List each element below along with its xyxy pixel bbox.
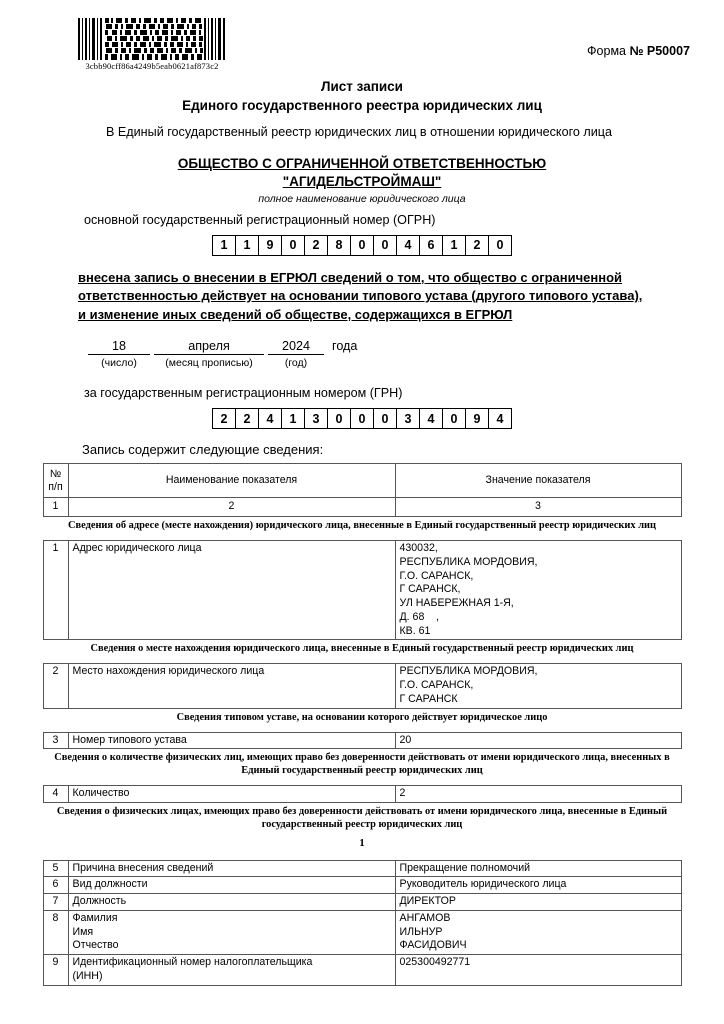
digit-cell-11: 1 [442,235,466,256]
row-value [395,894,681,911]
digit-cell-13: 4 [488,408,512,429]
row-value [395,910,681,954]
header-number-line-1: № [49,468,62,481]
digit-cell-8: 0 [373,408,397,429]
record-statement-text: внесена запись о внесении в ЕГРЮЛ сведений о том, что общество с ограниченной ответственностью действует на основании типового устава (другого типового устава), и изменение иных сведений об обществе, содержащихся в ЕГРЮЛ [78,269,643,322]
digit-cell-9: 3 [396,408,420,429]
section-table-5 [43,860,682,986]
digit-cell-1: 1 [212,235,236,256]
grn-digit-boxes [0,408,724,429]
table-row [43,860,681,877]
row-value-line: ИЛЬНУР [399,925,443,938]
row-value-line: Г САРАНСК, [399,583,461,596]
row-value [395,860,681,877]
date-day-caption: (число) [101,357,137,370]
row-name-line: Вид должности [72,878,148,891]
row-index: 3 [43,732,68,749]
row-index: 9 [43,955,68,986]
section-table-2 [43,663,682,708]
section-band-4: Сведения о количестве физических лиц, имеющих право без доверенности действовать от имени юридического лица, внесенных в Единый государственный реестр юридических лиц [54,752,670,777]
column-number-1: 1 [43,498,68,517]
digit-cell-7: 0 [350,235,374,256]
row-value-line: УЛ НАБЕРЕЖНАЯ 1-Я, [399,597,514,610]
row-index: 6 [43,877,68,894]
row-name [68,860,395,877]
digit-cell-4: 1 [281,408,305,429]
row-name [68,732,395,749]
table-row [43,894,681,911]
row-value-line: 025300492771 [399,956,471,969]
digit-cell-8: 0 [373,235,397,256]
record-date [0,338,724,380]
document-title-line-1: Лист записи [321,79,403,94]
row-value [395,955,681,986]
column-number-2: 2 [68,498,395,517]
row-name [68,541,395,640]
table-sections [0,517,724,986]
row-value-line: РЕСПУБЛИКА МОРДОВИЯ, [399,665,538,678]
document-title-line-2: Единого государственного реестра юридических лиц [182,97,542,113]
date-day-value: 18 [88,338,150,355]
digit-cell-5: 2 [304,235,328,256]
date-month-caption: (месяц прописью) [165,357,253,370]
digit-cell-2: 1 [235,235,259,256]
section-band-5: Сведения о физических лицах, имеющих право без доверенности действовать от имени юридического лица, внесенные в Единый государственный реестр юридических лиц [56,806,668,831]
row-name-line: Адрес юридического лица [72,542,202,555]
row-value-line: 2 [399,787,406,800]
table-row [43,664,681,708]
header-cell-number [43,464,68,498]
table-row [43,877,681,894]
barcode-image [76,18,228,60]
row-name-line: Должность [72,895,127,908]
table-row [43,541,681,640]
row-name [68,786,395,803]
digit-cell-2: 2 [235,408,259,429]
row-value [395,877,681,894]
date-month-field [154,338,264,370]
table-header-row [43,464,681,498]
ogrn-digit-boxes [0,235,724,256]
row-name-line: Фамилия [72,911,118,924]
barcode-block [76,18,228,71]
digit-cell-3: 4 [258,408,282,429]
digit-cell-1: 2 [212,408,236,429]
row-value-line: Г.О. САРАНСК, [399,679,474,692]
section-table-4 [43,785,682,803]
digit-cell-10: 4 [419,408,443,429]
row-value-line: ФАСИДОВИЧ [399,939,467,952]
table-header [43,463,682,517]
digit-cell-6: 8 [327,235,351,256]
row-name-line: (ИНН) [72,969,103,982]
section-table-1 [43,540,682,640]
row-value-line: КВ. 61 [399,624,431,637]
document-header [0,0,724,72]
form-number-value: Р50007 [646,44,690,58]
table-column-numbers-row [43,498,681,517]
organization-name-caption: полное наименование юридического лица [258,192,466,205]
organization-name-line-1: ОБЩЕСТВО С ОГРАНИЧЕННОЙ ОТВЕТСТВЕННОСТЬЮ [177,155,547,171]
record-contents-intro: Запись содержит следующие сведения: [82,442,324,458]
digit-cell-3: 9 [258,235,282,256]
digit-cell-5: 3 [304,408,328,429]
date-day-field [88,338,150,370]
row-name-line: Место нахождения юридического лица [72,665,265,678]
row-name [68,877,395,894]
row-index: 2 [43,664,68,708]
table-row [43,732,681,749]
row-value-line: ДИРЕКТОР [399,895,456,908]
digit-cell-13: 0 [488,235,512,256]
row-value-line: Руководитель юридического лица [399,878,567,891]
grn-label: за государственным регистрационным номером (ГРН) [84,386,403,401]
column-number-3: 3 [395,498,681,517]
row-name [68,894,395,911]
organization-name-line-2: "АГИДЕЛЬСТРОЙМАШ" [282,173,442,189]
date-year-value: 2024 [268,338,324,355]
row-value-line: Г САРАНСК [399,692,458,705]
digit-cell-11: 0 [442,408,466,429]
row-name [68,910,395,954]
header-cell-name: Наименование показателя [68,464,395,498]
row-value-line: Г.О. САРАНСК, [399,569,474,582]
table-row [43,910,681,954]
digit-cell-12: 9 [465,408,489,429]
date-month-value: апреля [154,338,264,355]
row-index: 8 [43,910,68,954]
section-separator-5: 1 [359,837,365,850]
row-name-line: Идентификационный номер налогоплательщика [72,956,313,969]
row-value-line: АНГАМОВ [399,911,451,924]
row-index: 4 [43,786,68,803]
row-value-line: 20 [399,733,412,746]
section-band-2: Сведения о месте нахождения юридического лица, внесенные в Единый государственный реестр юридических лиц [90,643,634,655]
section-band-1: Сведения об адресе (месте нахождения) юридического лица, внесенные в Единый государственный реестр юридических лиц [67,520,657,532]
row-value [395,786,681,803]
section-band-3: Сведения типовом уставе, на основании которого действует юридическое лицо [176,711,548,723]
row-index: 1 [43,541,68,640]
row-name-line: Отчество [72,939,119,952]
row-name [68,955,395,986]
row-value-line: Д. 68 , [399,610,440,623]
digit-cell-6: 0 [327,408,351,429]
lead-paragraph: В Единый государственный реестр юридических лиц в отношении юридического лица [106,124,613,139]
row-value-line: 430032, [399,542,438,555]
table-row [43,786,681,803]
row-name-line: Количество [72,787,130,800]
row-value [395,541,681,640]
section-table-3 [43,732,682,750]
digit-cell-10: 6 [419,235,443,256]
form-number-symbol: № [629,44,644,58]
ogrn-label: основной государственный регистрационный номер (ОГРН) [84,212,436,227]
digit-cell-4: 0 [281,235,305,256]
date-year-field [268,338,324,370]
form-number-label: Форма [587,44,626,58]
digit-cell-12: 2 [465,235,489,256]
row-index: 7 [43,894,68,911]
barcode-hash-text: 3cbb90cff86a4249b5eab0621af873c2 [85,61,219,71]
date-year-caption: (год) [284,357,308,370]
digit-cell-7: 0 [350,408,374,429]
record-statement [78,269,646,324]
row-value [395,732,681,749]
header-cell-value: Значение показателя [395,464,681,498]
row-name-line: Причина внесения сведений [72,861,214,874]
row-name-line: Номер типового устава [72,733,187,746]
row-index: 5 [43,860,68,877]
date-year-word: года [332,339,358,354]
row-name-line: Имя [72,925,94,938]
organization-name [0,155,724,191]
digit-cell-9: 4 [396,235,420,256]
header-number-line-2: п/п [48,480,63,493]
table-row [43,955,681,986]
row-name [68,664,395,708]
row-value-line: РЕСПУБЛИКА МОРДОВИЯ, [399,555,538,568]
form-number [587,44,690,58]
row-value [395,664,681,708]
row-value-line: Прекращение полномочий [399,861,531,874]
